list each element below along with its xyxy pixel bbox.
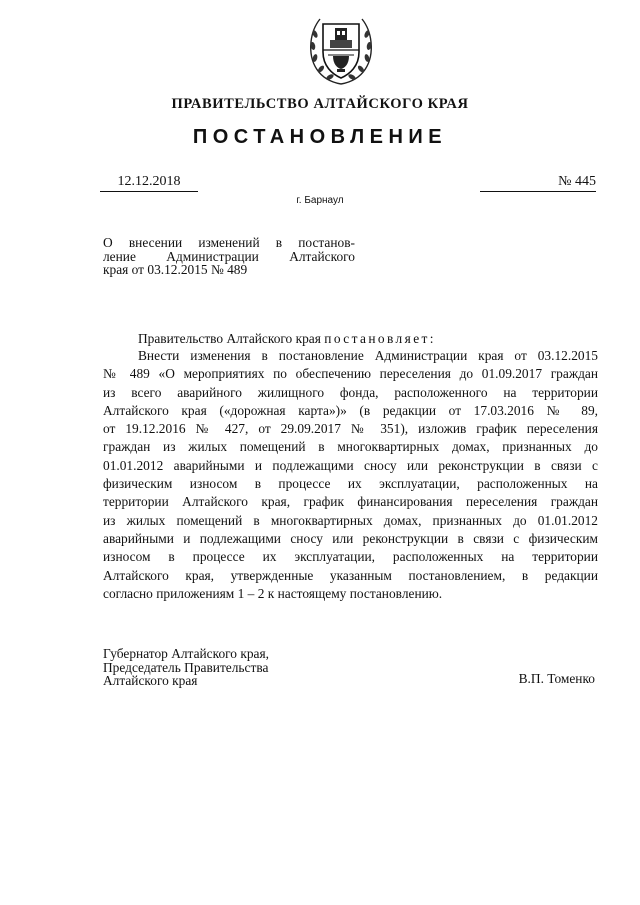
subject-line: ление Администрации Алтайского (103, 248, 355, 264)
document-number: № 445 (480, 174, 596, 192)
subject-line: края от 03.12.2015 № 489 (103, 262, 248, 277)
body-line: износом в процессе их эксплуатации, расположенных на территории (103, 549, 598, 565)
signatory-line: Председатель Правительства (103, 659, 269, 675)
body-line: Алтайского края («дорожная карта»)» (в редакции от 17.03.2016 № 89, (103, 402, 598, 418)
subject-line: О внесении изменений в постанов- (103, 235, 355, 250)
government-title: ПРАВИТЕЛЬСТВО АЛТАЙСКОГО КРАЯ (171, 96, 469, 112)
altai-coat-of-arms-icon (306, 14, 376, 86)
document-subject (103, 236, 355, 277)
decree-word: постановляет: (324, 331, 436, 346)
body-line: граждан из жилых помещений в многоквартирных домах, признанных до (103, 439, 598, 455)
body-line: из всего аварийного жилищного фонда, расположенного на территории (103, 384, 598, 400)
decree-body (103, 347, 598, 603)
document-city: г. Барнаул (296, 195, 344, 206)
body-line: из жилых помещений в многоквартирных домах, признанных до 01.01.2012 (103, 512, 598, 528)
body-line: Внести изменения в постановление Администрации края от 03.12.2015 (138, 348, 598, 363)
body-line: 01.01.2012 аварийными и подлежащими сносу или реконструкции в связи с (103, 457, 598, 473)
preamble (138, 331, 436, 347)
body-line: согласно приложениям 1 – 2 к настоящему постановлению. (103, 585, 443, 601)
body-line: № 489 «О мероприятиях по обеспечению переселения до 01.09.2017 граждан (103, 366, 598, 382)
preamble-text: Правительство Алтайского края (138, 331, 325, 346)
body-line: Алтайского края, утвержденные указанным постановлением, в редакции (103, 567, 598, 583)
body-line: от 19.12.2016 № 427, от 29.09.2017 № 351), изложив график переселения (103, 421, 598, 437)
body-line: территории Алтайского края, график финансирования переселения граждан (103, 494, 598, 510)
signatory-line: Алтайского края (103, 673, 198, 689)
signer-name: В.П. Томенко (518, 671, 595, 686)
body-line: физическим износом в процессе их эксплуатации, расположенных на (103, 476, 598, 492)
signatory-position (103, 647, 269, 688)
document-type: ПОСТАНОВЛЕНИЕ (192, 126, 448, 148)
signatory-line: Губернатор Алтайского края, (103, 646, 269, 661)
document-date: 12.12.2018 (100, 174, 198, 192)
body-line: аварийными и подлежащими сносу или реконструкции в связи с физическим (103, 530, 598, 546)
